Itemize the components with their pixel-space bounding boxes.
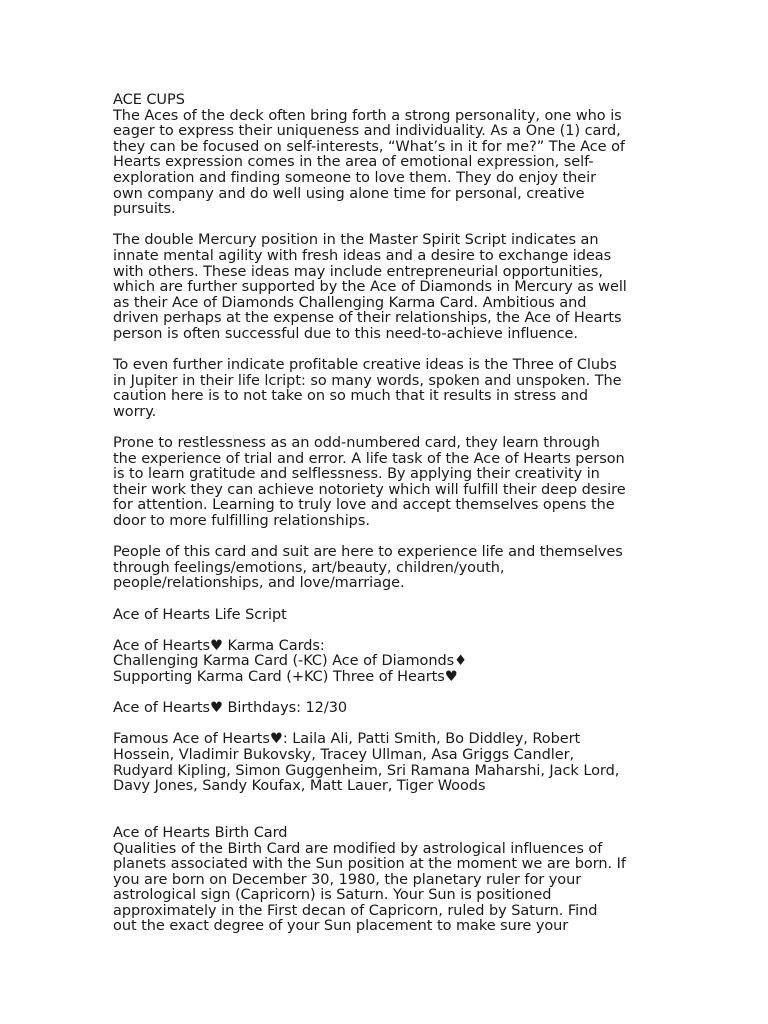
text-line: is to learn gratitude and selflessness. By applying their creativity in [113,466,600,483]
text-line: their work they can achieve notoriety which will fulfill their deep desire [113,481,626,498]
paragraph-famous [113,732,658,794]
text-line: People of this card and suit are here to experience life and themselves [113,544,623,561]
paragraph-life-script-heading [113,608,658,624]
text-line: the experience of trial and error. A life task of the Ace of Hearts person [113,450,625,467]
text-line: Hossein, Vladimir Bukovsky, Tracey Ullman, Asa Griggs Candler, [113,746,575,763]
text-line: ACE CUPS [113,92,185,108]
paragraph-ace-cups-intro [113,93,658,218]
text-line: Rudyard Kipling, Simon Guggenheim, Sri Ramana Maharshi, Jack Lord, [113,762,620,779]
text-line: Hearts expression comes in the area of emotional expression, self- [113,154,594,171]
text-line: out the exact degree of your Sun placement to make sure your [113,918,569,935]
text-line: worry. [113,403,157,420]
paragraph-restlessness [113,436,658,530]
text-line: person is often successful due to this need-to-achieve influence. [113,325,578,342]
paragraph-three-of-clubs [113,358,658,420]
text-line: people/relationships, and love/marriage. [113,575,405,592]
text-line: for attention. Learning to truly love and accept themselves opens the [113,497,615,514]
text-line: Qualities of the Birth Card are modified by astrological influences of [113,840,603,857]
text-line: through feelings/emotions, art/beauty, children/youth, [113,559,505,576]
text-line: with others. These ideas may include entrepreneurial opportunities, [113,263,603,280]
paragraph-double-mercury [113,233,658,342]
text-line: approximately in the First decan of Capricorn, ruled by Saturn. Find [113,902,598,919]
text-line: The Aces of the deck often bring forth a strong personality, one who is [113,107,622,124]
text-line: in Jupiter in their life lcript: so many words, spoken and unspoken. The [113,372,622,389]
text-line: Ace of Hearts Life Script [113,606,287,623]
text-line: Supporting Karma Card (+KC) Three of Hearts♥ [113,668,458,685]
text-line: exploration and finding someone to love them. They do enjoy their [113,169,596,186]
text-line: Ace of Hearts♥ Karma Cards: [113,637,325,654]
text-line: Famous Ace of Hearts♥: Laila Ali, Patti Smith, Bo Diddley, Robert [113,731,581,748]
paragraph-birthdays [113,701,658,717]
text-line: To even further indicate profitable creative ideas is the Three of Clubs [113,357,617,374]
text-line: Prone to restlessness as an odd-numbered card, they learn through [113,435,600,452]
text-line: caution here is to not take on so much that it results in stress and [113,388,588,405]
text-line: astrological sign (Capricorn) is Saturn. Your Sun is positioned [113,887,552,904]
paragraph-people-of-card [113,545,658,592]
text-line: innate mental agility with fresh ideas and a desire to exchange ideas [113,247,612,264]
document-page [113,93,658,951]
paragraph-birth-card [113,826,658,935]
text-line: you are born on December 30, 1980, the planetary ruler for your [113,871,582,888]
text-line: pursuits. [113,201,176,218]
text-line: which are further supported by the Ace of Diamonds in Mercury as well [113,279,627,296]
text-line: Ace of Hearts Birth Card [113,824,288,841]
text-line: own company and do well using alone time for personal, creative [113,185,585,202]
text-line: Ace of Hearts♥ Birthdays: 12/30 [113,700,348,717]
text-line: they can be focused on self-interests, “What’s in it for me?” The Ace of [113,138,625,155]
text-line: door to more fulfilling relationships. [113,513,370,530]
text-line: eager to express their uniqueness and individuality. As a One (1) card, [113,123,621,140]
text-line: The double Mercury position in the Master Spirit Script indicates an [113,232,599,249]
text-line: planets associated with the Sun position at the moment we are born. If [113,856,626,873]
text-line: Davy Jones, Sandy Koufax, Matt Lauer, Tiger Woods [113,778,486,795]
text-line: Challenging Karma Card (-KC) Ace of Diamonds♦ [113,653,468,670]
paragraph-karma-cards [113,639,658,686]
text-line: driven perhaps at the expense of their relationships, the Ace of Hearts [113,310,622,327]
text-line: as their Ace of Diamonds Challenging Karma Card. Ambitious and [113,294,587,311]
